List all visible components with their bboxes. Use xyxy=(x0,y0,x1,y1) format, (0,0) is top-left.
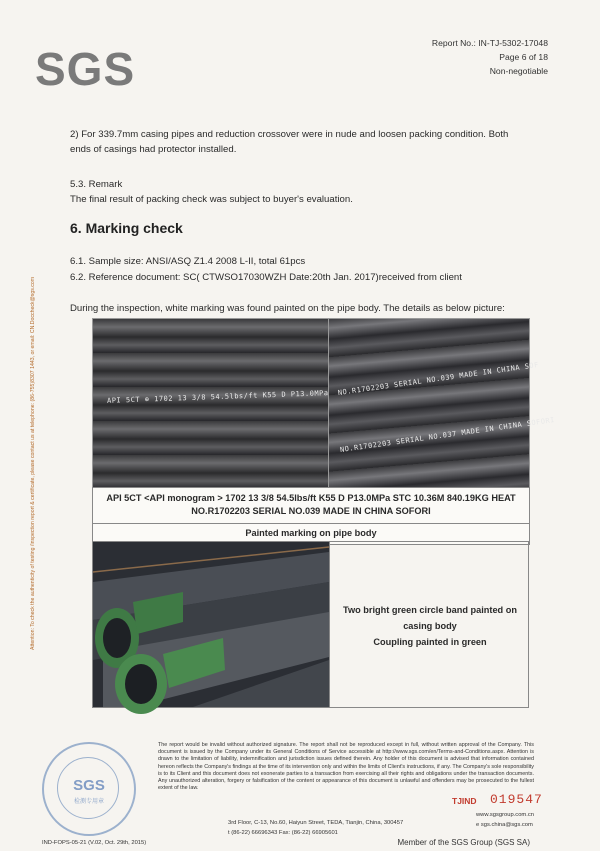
phone-fax: t (86-22) 66696343 Fax: (86-22) 66905601 xyxy=(228,830,338,836)
section-title: 6. Marking check xyxy=(70,220,183,236)
official-seal xyxy=(42,742,136,836)
report-number: Report No.: IN-TJ-5302-17048 xyxy=(431,38,548,48)
caption-line-3: Painted marking on pipe body xyxy=(245,528,377,538)
sgs-membership: Member of the SGS Group (SGS SA) xyxy=(397,838,530,847)
packing-item-2: 2) For 339.7mm casing pipes and reduction crossover were in nude and loosen packing condition. Both ends of casings had protector installed. xyxy=(70,129,509,155)
remark-heading: 5.3. Remark xyxy=(70,179,123,190)
form-code: IND-FOPS-05-21 (V.02, Oct. 29th, 2015) xyxy=(42,840,147,846)
pipe-photo-right xyxy=(328,318,556,490)
pipe-marking-text: API 5CT ⊕ 1702 13 3/8 54.5lbs/ft K55 D P13.0MPa xyxy=(106,389,329,405)
seal-logo: SGS xyxy=(73,777,105,794)
sample-size: 6.1. Sample size: ANSI/ASQ Z1.4 2008 L-II, total 61pcs xyxy=(70,256,306,267)
pipe-photo-coupling xyxy=(92,541,330,708)
remark-text: The final result of packing check was subject to buyer's evaluation. xyxy=(70,194,353,205)
marking-caption xyxy=(92,487,530,545)
pipe-marking-text-3: NO.R1702203 SERIAL NO.037 MADE IN CHINA SOFORI xyxy=(339,415,556,455)
caption-line-2: NO.R1702203 SERIAL NO.039 MADE IN CHINA SOFORI xyxy=(191,506,431,516)
seal-subtitle: 检测专用章 xyxy=(73,799,104,805)
legal-fine-print: The report would be invalid without authorized signature. The report shall not be reproduced except in full, without written approval of the Company. This document is issued by the Company under its General Conditions of Service accessible at http://www.sgs.com/en/Terms-and-Conditions.aspx. Attention is drawn to the limitation of liability, indemnification and jurisdiction issues defined therein. Any holder of this document is advised that information contained hereon reflects the Company's findings at the time of its intervention only and within the limits of Client's instructions, if any. The Company's sole responsibility is to its Client and this document does not exonerate parties to a transaction from exercising all their rights and obligations under the transaction documents. Any unauthorized alteration, forgery or falsification of the content or appearance of this document is unlawful and offenders may be prosecuted to the fullest extent of the law. xyxy=(158,742,534,792)
authenticity-side-note: Attention: To check the authenticity of testing /inspection report & certificate, please contact us at telephone: (86-755)8307 1443, or email: CN.Doccheck@sgs.com xyxy=(30,276,36,650)
note-line-1: Two bright green circle band painted on xyxy=(343,605,517,615)
website: www.sgsgroup.com.cn xyxy=(476,812,534,818)
caption-marking xyxy=(93,492,529,518)
email: e sgs.china@sgs.com xyxy=(476,822,533,828)
note-line-2: casing body xyxy=(403,621,457,631)
report-info xyxy=(432,36,548,78)
tjind-label: TJIND xyxy=(452,796,477,806)
pipe-photo-left xyxy=(92,318,330,490)
pipe-marking-text-2: NO.R1702203 SERIAL NO.039 MADE IN CHINA SOF xyxy=(337,360,540,398)
inspection-intro: During the inspection, white marking was found painted on the pipe body. The details as below picture: xyxy=(70,303,505,314)
caption-line-1: API 5CT <API monogram > 1702 13 3/8 54.5lbs/ft K55 D P13.0MPa STC 10.36M 840.19KG HEAT xyxy=(106,493,516,503)
page-number: Page 6 of 18 xyxy=(499,52,548,62)
address: 3rd Floor, C-13, No.60, Haiyun Street, TEDA, Tianjin, China, 300457 xyxy=(228,820,404,826)
report-status: Non-negotiable xyxy=(489,66,548,76)
reference-document: 6.2. Reference document: SC( CTWSO17030WZH Date:20th Jan. 2017)received from client xyxy=(70,272,462,283)
sgs-logo: SGS xyxy=(35,43,136,95)
coupling-notes xyxy=(340,602,520,650)
serial-number: 019547 xyxy=(490,792,543,807)
note-line-3: Coupling painted in green xyxy=(373,637,487,647)
coupling-illustration xyxy=(93,542,329,707)
